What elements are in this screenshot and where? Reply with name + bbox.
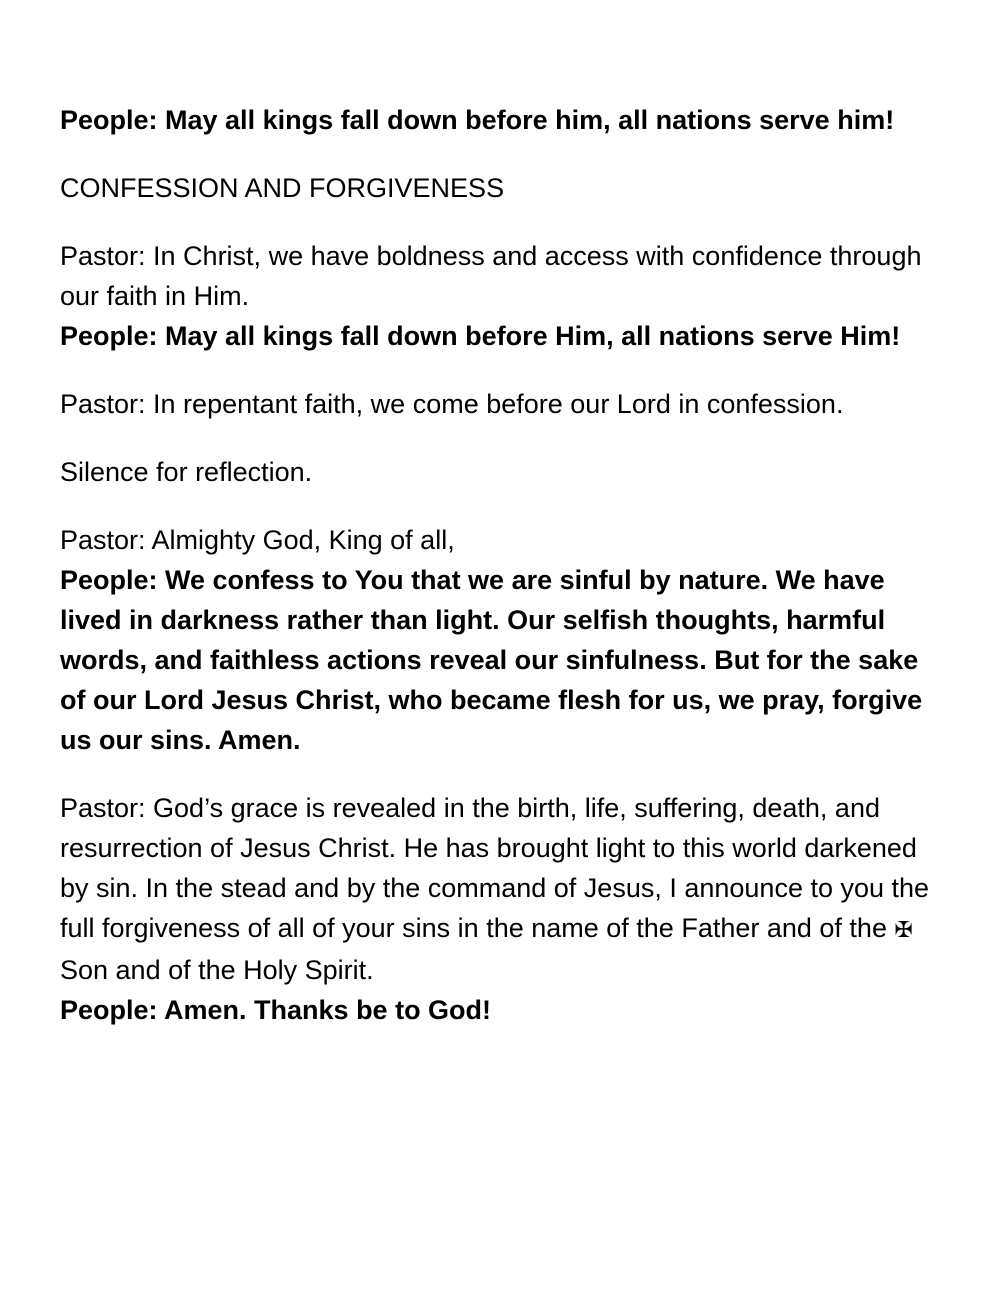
liturgy-page: [60, 100, 940, 1030]
absolution-text-part1: Pastor: God’s grace is revealed in the birth, life, suffering, death, and resurrection of Jesus Christ. He has brought light to this world darkened by sin. In the stead and by the command of Jesus, I announce to you the full forgiveness of all of your sins in the name of the Father and of the: [60, 793, 930, 943]
pastor-line-boldness: Pastor: In Christ, we have boldness and access with confidence through our faith in Him.: [60, 241, 922, 311]
cross-icon: ✠: [894, 917, 913, 942]
absolution-text-part2: Son and of the Holy Spirit.: [60, 955, 374, 985]
pastor-line-confession-call: Pastor: In repentant faith, we come before our Lord in confession.: [60, 389, 844, 419]
opening-people-response: People: May all kings fall down before him, all nations serve him!: [60, 105, 895, 135]
silence-note: Silence for reflection.: [60, 457, 313, 487]
section-heading: CONFESSION AND FORGIVENESS: [60, 173, 505, 203]
pastor-absolution: [60, 788, 940, 990]
pastor-line-address: Pastor: Almighty God, King of all,: [60, 525, 455, 555]
closing-people-response: People: Amen. Thanks be to God!: [60, 995, 492, 1025]
people-confession: People: We confess to You that we are sinful by nature. We have lived in darkness rather than light. Our selfish thoughts, harmful words, and faithless actions reveal our sinfulness. But for the sake of our Lord Jesus Christ, who became flesh for us, we pray, forgive us our sins. Amen.: [60, 565, 923, 755]
people-response-kings: People: May all kings fall down before Him, all nations serve Him!: [60, 321, 901, 351]
